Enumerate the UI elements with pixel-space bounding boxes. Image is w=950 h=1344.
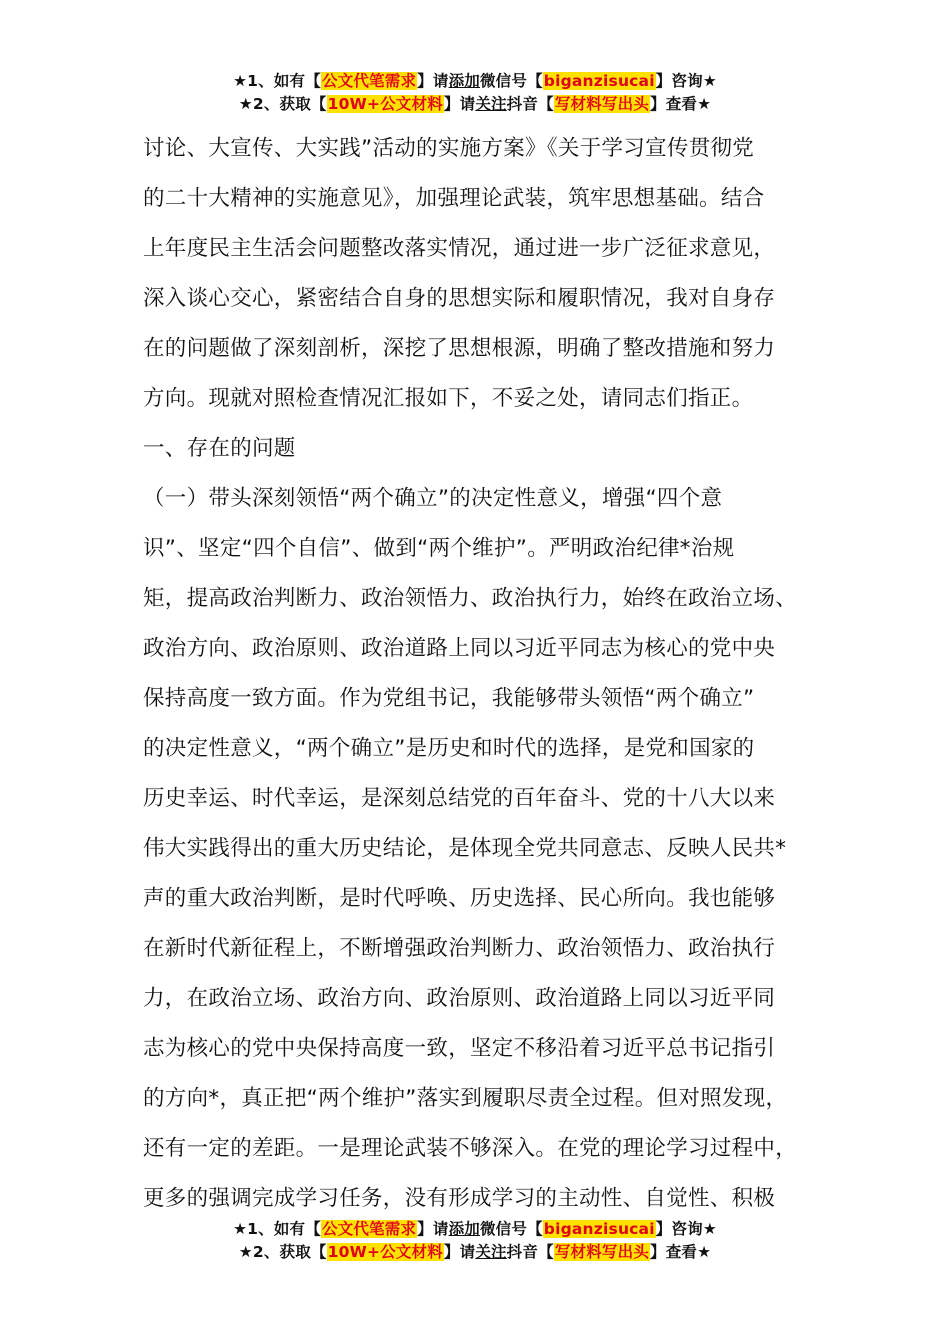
body-line: 在新时代新征程上，不断增强政治判断力、政治领悟力、政治执行 (143, 936, 776, 961)
body-line: 伟大实践得出的重大历史结论，是体现全党共同意志、反映人民共* (143, 836, 787, 861)
highlight-wechat-id: biganzisucai (543, 72, 655, 90)
body-line: 在的问题做了深刻剖析，深挖了思想根源，明确了整改措施和努力 (143, 336, 776, 361)
footer-banner (0, 1218, 950, 1264)
body-line: 方向。现就对照检查情况汇报如下，不妥之处，请同志们指正。 (143, 386, 754, 411)
body-line: 保持高度一致方面。作为党组书记，我能够带头领悟“两个确立” (143, 686, 755, 711)
body-line: 声的重大政治判断，是时代呼唤、历史选择、民心所向。我也能够 (143, 886, 776, 911)
body-line: 政治方向、政治原则、政治道路上同以习近平同志为核心的党中央 (143, 636, 776, 661)
body-line: 还有一定的差距。一是理论武装不够深入。在党的理论学习过程中， (143, 1136, 798, 1161)
highlight-service: 公文代笔需求 (321, 1220, 417, 1238)
body-line: 上年度民主生活会问题整改落实情况，通过进一步广泛征求意见， (143, 236, 776, 261)
body-line: 深入谈心交心，紧密结合自身的思想实际和履职情况，我对自身存 (143, 286, 776, 311)
body-line: 志为核心的党中央保持高度一致，坚定不移沿着习近平总书记指引 (143, 1036, 776, 1061)
highlight-wechat-id: biganzisucai (543, 1220, 655, 1238)
body-line: 力，在政治立场、政治方向、政治原则、政治道路上同以习近平同 (143, 986, 776, 1011)
highlight-materials: 10W+公文材料 (327, 95, 443, 113)
header-banner (0, 70, 950, 116)
body-line: 识”、坚定“四个自信”、做到“两个维护”。严明政治纪律*治规 (143, 536, 735, 561)
body-line: 的二十大精神的实施意见》，加强理论武装，筑牢思想基础。结合 (143, 186, 765, 211)
banner-line-1: ★1、如有【公文代笔需求】请添加微信号【biganzisucai】咨询★ (233, 1220, 717, 1238)
body-line: （一）带头深刻领悟“两个确立”的决定性意义，增强“四个意 (143, 486, 723, 511)
document-body (143, 124, 843, 1224)
highlight-service: 公文代笔需求 (321, 72, 417, 90)
body-line: 的决定性意义，“两个确立”是历史和时代的选择，是党和国家的 (143, 736, 755, 761)
section-heading: 一、存在的问题 (143, 436, 296, 461)
highlight-materials: 10W+公文材料 (327, 1243, 443, 1261)
body-line: 历史幸运、时代幸运，是深刻总结党的百年奋斗、党的十八大以来 (143, 786, 776, 811)
highlight-douyin-account: 写材料写出头 (554, 1243, 650, 1261)
highlight-douyin-account: 写材料写出头 (554, 95, 650, 113)
body-line: 更多的强调完成学习任务，没有形成学习的主动性、自觉性、积极 (143, 1186, 776, 1211)
banner-line-2: ★2、获取【10W+公文材料】请关注抖音【写材料写出头】查看★ (238, 95, 712, 113)
body-line: 讨论、大宣传、大实践”活动的实施方案》《关于学习宣传贯彻党 (143, 136, 755, 161)
banner-line-1: ★1、如有【公文代笔需求】请添加微信号【biganzisucai】咨询★ (233, 72, 717, 90)
body-line: 矩，提高政治判断力、政治领悟力、政治执行力，始终在政治立场、 (143, 586, 798, 611)
body-line: 的方向*，真正把“两个维护”落实到履职尽责全过程。但对照发现， (143, 1086, 788, 1111)
banner-line-2: ★2、获取【10W+公文材料】请关注抖音【写材料写出头】查看★ (238, 1243, 712, 1261)
